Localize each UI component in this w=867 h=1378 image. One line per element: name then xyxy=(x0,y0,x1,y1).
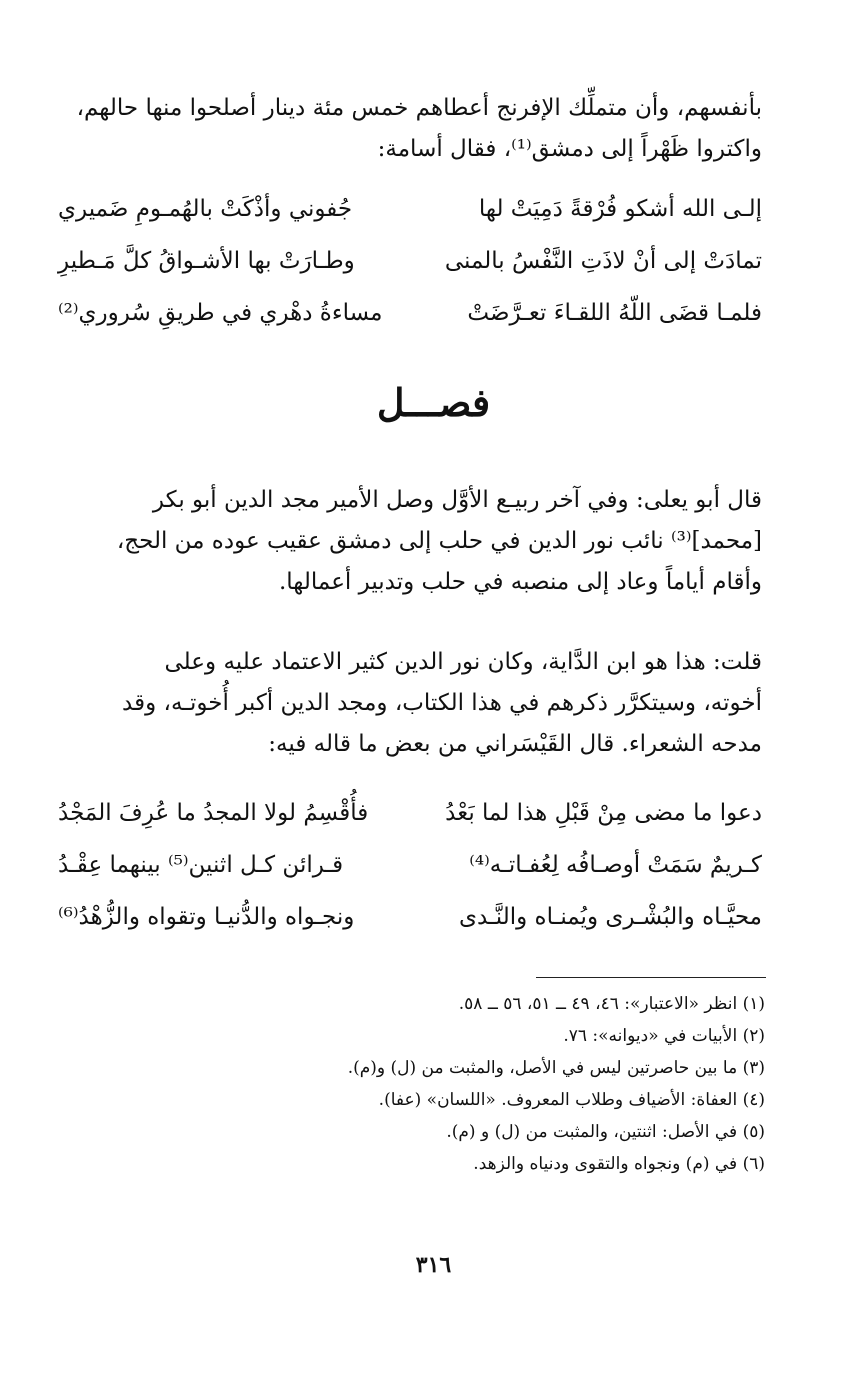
verse-line xyxy=(58,248,762,300)
prose-line: أخوته، وسيتكرَّر ذكرهم في هذا الكتاب، ومجد الدين أكبر أُخوتـه، وقد xyxy=(122,690,762,716)
footnote: (٤) العفاة: الأضياف وطلاب المعروف. «اللسان» (عفا). xyxy=(378,1090,765,1110)
prose-line: قال أبو يعلى: وفي آخر ربيـع الأوَّل وصل الأمير مجد الدين أبو بكر xyxy=(152,487,762,513)
footnote: (٣) ما بين حاصرتين ليس في الأصل، والمثبت من (ل) و(م). xyxy=(347,1058,765,1078)
verse-hemistich-first: إلـى الله أشكو فُرْقةً دَمِيَتْ لها xyxy=(478,196,762,222)
prose-line: بأنفسهم، وأن متملِّك الإفرنج أعطاهم خمس مئة دينار أصلحوا منها حالهم، xyxy=(76,95,762,121)
verse-hemistich-first: كـريمٌ سَمَتْ أوصـافُه لِعُفـاتـه⁽⁴⁾ xyxy=(469,852,762,878)
footnote: (٥) في الأصل: اثنتين، والمثبت من (ل) و (م). xyxy=(446,1122,765,1142)
verse-block-2 xyxy=(58,800,762,956)
prose-line: قلت: هذا هو ابن الدَّاية، وكان نور الدين كثير الاعتماد عليه وعلى xyxy=(164,649,762,675)
verse-line xyxy=(58,904,762,956)
footnote: (٦) في (م) ونجواه والتقوى ودنياه والزهد. xyxy=(473,1154,765,1174)
verse-hemistich-first: دعوا ما مضى مِنْ قَبْلِ هذا لما بَعْدُ xyxy=(445,800,762,826)
verse-hemistich-second: قـرائن كـل اثنين⁽⁵⁾ بينهما عِقْـدُ xyxy=(58,852,344,878)
verse-line xyxy=(58,300,762,352)
paragraph-1 xyxy=(58,480,762,603)
prose-line: [محمد]⁽³⁾ نائب نور الدين في حلب إلى دمشق عقيب عوده من الحج، xyxy=(116,528,762,554)
verse-hemistich-first: تمادَتْ إلى أنْ لاذَتِ النَّفْسُ بالمنى xyxy=(444,248,762,274)
footnote: (١) انظر «الاعتبار»: ٤٦، ٤٩ ــ ٥١، ٥٦ ــ ٥٨. xyxy=(458,994,765,1014)
verse-block-1 xyxy=(58,196,762,352)
verse-hemistich-second: جُفوني وأذْكَتْ بالهُمـومِ ضَميري xyxy=(58,196,353,222)
top-prose xyxy=(58,88,762,170)
section-title: فصـــل xyxy=(376,380,491,425)
verse-hemistich-second: فأُقْسِمُ لولا المجدُ ما عُرِفَ المَجْدُ xyxy=(58,800,369,826)
prose-line: واكتروا ظَهْراً إلى دمشق⁽¹⁾، فقال أسامة: xyxy=(377,136,762,162)
verse-hemistich-second: ونجـواه والدُّنيـا وتقواه والزُّهْدُ⁽⁶⁾ xyxy=(58,904,355,930)
verse-hemistich-first: محيَّـاه والبُشْـرى ويُمنـاه والنَّـدى xyxy=(458,904,762,930)
prose-line: وأقام أياماً وعاد إلى منصبه في حلب وتدبير أعمالها. xyxy=(278,569,762,595)
paragraph-2 xyxy=(58,642,762,765)
page-number: ٣١٦ xyxy=(415,1252,452,1278)
footnote: (٢) الأبيات في «ديوانه»: ٧٦. xyxy=(563,1026,765,1046)
verse-hemistich-first: فلمـا قضَى اللّهُ اللقـاءَ تعـرَّضَتْ xyxy=(467,300,762,326)
verse-line xyxy=(58,800,762,852)
prose-line: مدحه الشعراء. قال القَيْسَراني من بعض ما قاله فيه: xyxy=(268,731,762,757)
footnote-divider xyxy=(536,977,766,978)
footnotes xyxy=(205,988,765,1180)
verse-hemistich-second: مساءةُ دهْري في طريقِ سُروري⁽²⁾ xyxy=(58,300,383,326)
verse-hemistich-second: وطـارَتْ بها الأشـواقُ كلَّ مَـطيرِ xyxy=(58,248,355,274)
verse-line xyxy=(58,852,762,904)
verse-line xyxy=(58,196,762,248)
